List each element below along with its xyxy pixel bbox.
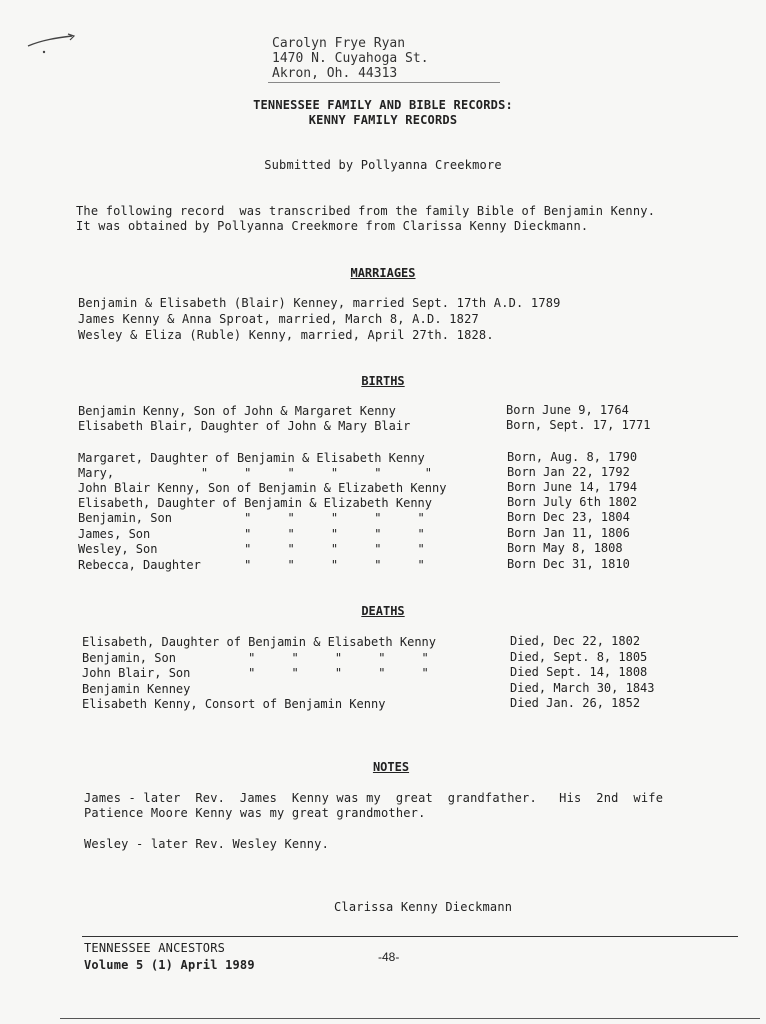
birth-entry-date: Born Dec 23, 1804 [507, 510, 630, 524]
document-title-line-2: KENNY FAMILY RECORDS [308, 113, 458, 127]
birth-entry-date: Born July 6th 1802 [507, 495, 638, 509]
deaths-heading: DEATHS [361, 604, 405, 618]
address-line-1: Carolyn Frye Ryan [272, 36, 406, 51]
intro-line-2: It was obtained by Pollyanna Creekmore from Clarissa Kenny Dieckmann. [76, 219, 589, 233]
birth-entry-date: Born June 9, 1764 [506, 403, 629, 417]
death-entry-date: Died, Sept. 8, 1805 [510, 650, 648, 664]
birth-entry-name: Benjamin Kenny, Son of John & Margaret Kenny [78, 404, 396, 418]
notes-heading: NOTES [372, 760, 410, 774]
submitted-by: Submitted by Pollyanna Creekmore [264, 158, 502, 172]
notes-line-1: James - later Rev. James Kenny was my great grandfather. His 2nd wife [84, 791, 664, 805]
death-entry-date: Died Sept. 14, 1808 [510, 665, 648, 679]
birth-entry-date: Born Jan 11, 1806 [507, 526, 630, 540]
marriages-heading: MARRIAGES [350, 266, 416, 280]
birth-entry-date: Born Jan 22, 1792 [507, 465, 630, 479]
birth-entry-name: Elisabeth, Daughter of Benjamin & Elizabeth Kenny [78, 496, 433, 510]
pen-mark [24, 30, 80, 60]
birth-entry-name: Rebecca, Daughter " " " " " [78, 558, 425, 572]
birth-entry-name: James, Son " " " " " [78, 527, 425, 541]
address-line-3: Akron, Oh. 44313 [272, 66, 398, 81]
birth-entry-name: Mary, " " " " " " [78, 466, 433, 480]
footer-publication: TENNESSEE ANCESTORS [84, 941, 226, 955]
marriage-entry: James Kenny & Anna Sproat, married, March 8, A.D. 1827 [78, 312, 479, 326]
birth-entry-date: Born Dec 31, 1810 [507, 557, 630, 571]
signature: Clarissa Kenny Dieckmann [334, 900, 513, 914]
death-entry-date: Died, March 30, 1843 [510, 681, 655, 695]
notes-line-3: Wesley - later Rev. Wesley Kenny. [84, 837, 330, 851]
death-entry-name: Elisabeth, Daughter of Benjamin & Elisabeth Kenny [82, 635, 437, 649]
birth-entry-date: Born May 8, 1808 [507, 541, 623, 555]
document-title-line-1: TENNESSEE FAMILY AND BIBLE RECORDS: [253, 98, 513, 112]
birth-entry-name: John Blair Kenny, Son of Benjamin & Elizabeth Kenny [78, 481, 447, 495]
marriage-entry: Benjamin & Elisabeth (Blair) Kenney, married Sept. 17th A.D. 1789 [78, 296, 561, 310]
birth-entry-date: Born June 14, 1794 [507, 480, 638, 494]
footer-rule [82, 936, 738, 937]
notes-line-2: Patience Moore Kenny was my great grandmother. [84, 806, 426, 820]
birth-entry-name: Benjamin, Son " " " " " [78, 511, 425, 525]
death-entry-name: Benjamin Kenney [82, 682, 191, 696]
marriage-entry: Wesley & Eliza (Ruble) Kenny, married, April 27th. 1828. [78, 328, 494, 342]
bottom-edge-rule [60, 1018, 760, 1019]
births-heading: BIRTHS [361, 374, 405, 388]
address-line-2: 1470 N. Cuyahoga St. [272, 51, 429, 66]
page-number: -48- [378, 950, 400, 964]
death-entry-name: Elisabeth Kenny, Consort of Benjamin Kenny [82, 697, 386, 711]
death-entry-name: John Blair, Son " " " " " [82, 666, 429, 680]
birth-entry-name: Margaret, Daughter of Benjamin & Elisabeth Kenny [78, 451, 425, 465]
death-entry-date: Died Jan. 26, 1852 [510, 696, 641, 710]
footer-volume: Volume 5 (1) April 1989 [84, 958, 255, 972]
birth-entry-name: Elisabeth Blair, Daughter of John & Mary Blair [78, 419, 411, 433]
death-entry-name: Benjamin, Son " " " " " [82, 651, 429, 665]
birth-entry-date: Born, Sept. 17, 1771 [506, 418, 651, 432]
birth-entry-date: Born, Aug. 8, 1790 [507, 450, 638, 464]
intro-line-1: The following record was transcribed from the family Bible of Benjamin Kenny. [76, 204, 656, 218]
address-underline [268, 82, 500, 83]
death-entry-date: Died, Dec 22, 1802 [510, 634, 641, 648]
birth-entry-name: Wesley, Son " " " " " [78, 542, 425, 556]
